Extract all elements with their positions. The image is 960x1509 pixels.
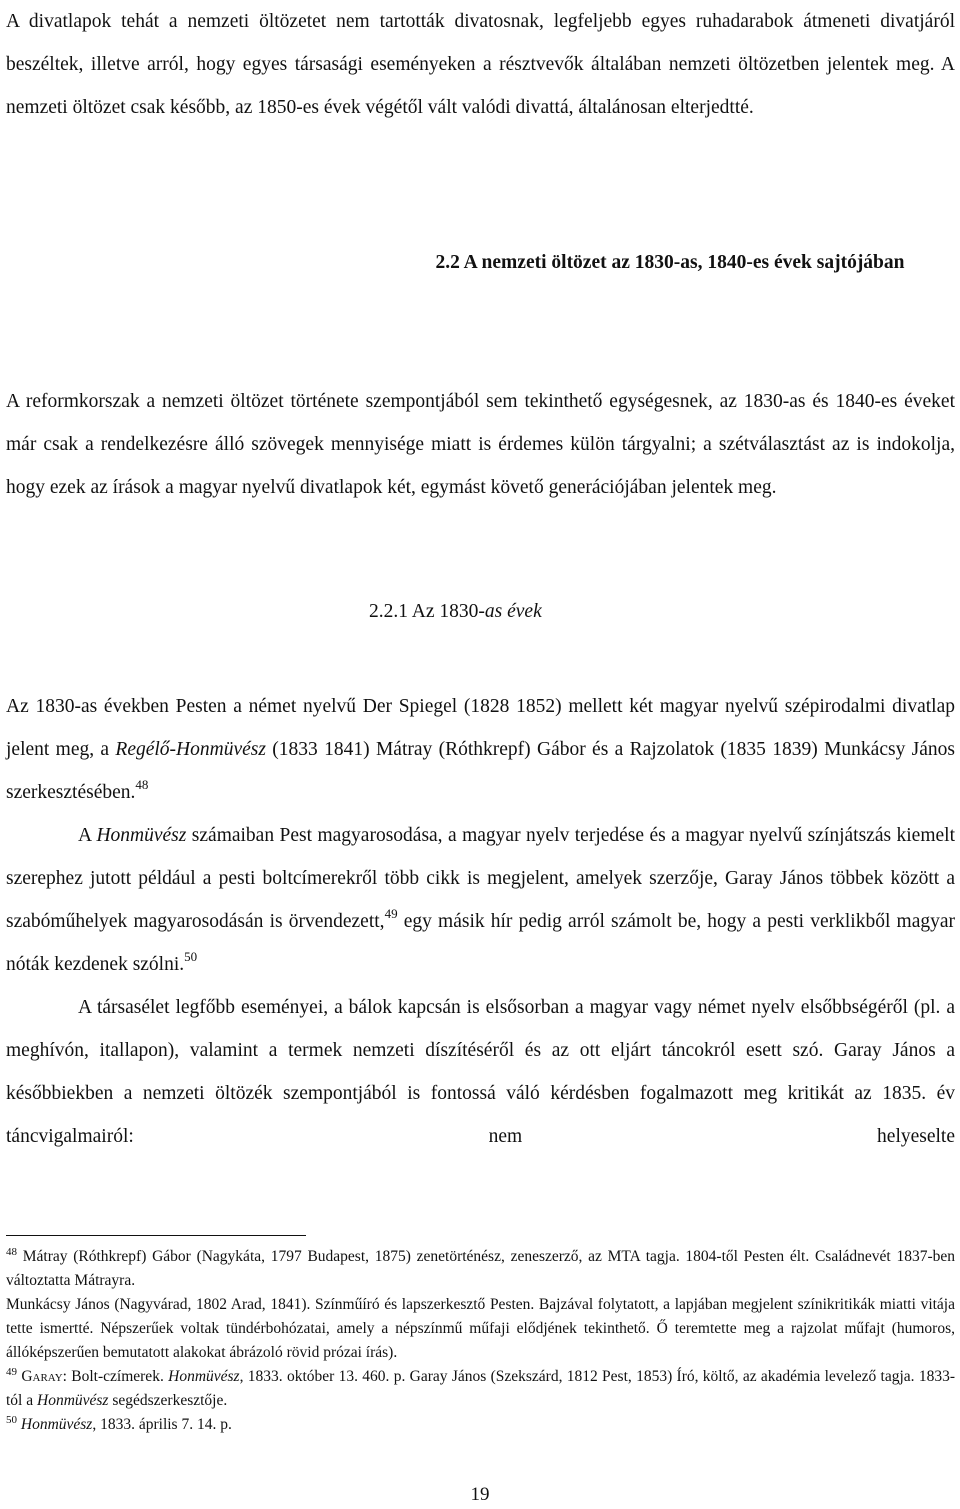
body-1830s [6,685,955,1158]
reform-paragraph: A reformkorszak a nemzeti öltözet története szempontjából sem tekinthető egységesnek, az 1830-as és 1840-es éveket már csak a rendelkezésre álló szövegek mennyisége miatt is érdemes külön tárgyalni; a szétválasztást az is indokolja, hogy ezek az írások a magyar nyelvű divatlapok két, egymást követő generációjában jelentek meg. [6,391,955,498]
paragraph-tarsaselet: A társasélet legfőbb eseményei, a bálok kapcsán is elsősorban a magyar vagy német nyelv elsőbbségéről (pl. a meghívón, itallapon), valamint a termek nemzeti díszítéséről és az ott eljárt táncokról esett szó. Garay János a későbbiekben a nemzeti öltözék szempontjából is fontossá váló kérdésben fogalmazott meg kritikát az 1835. év táncvigalmairól: nem helyeselte [6,997,955,1147]
footnote-text: segédszerkesztője. [108,1392,228,1409]
footnote-title: Honmüvész [20,1416,93,1433]
footnote-50 [6,1413,955,1437]
subsection-number: 2.2.1 Az 1830- [369,601,485,622]
intro-paragraph: A divatlapok tehát a nemzeti öltözetet nem tartották divatosnak, legfeljebb egyes ruhadarabok átmeneti divatjáról beszéltek, illetve arról, hogy egyes társasági eseményeken a résztvevők általában nemzeti öltözetben jelentek meg. A nemzeti öltözet csak később, az 1850-es évek végétől vált valódi divattá, általánosan elterjedtté. [6,11,955,118]
footnote-text: , 1833. április 7. 14. p. [92,1416,232,1433]
footnote-number: 49 [6,1366,17,1378]
text: egy másik hír pedig arról számolt be, hogy a pesti verklikből magyar nóták kezdenek szólni. [6,911,955,975]
title-honmuvesz: Honmüvész [96,825,187,846]
footnote-text: : Bolt-czímerek. [62,1368,169,1385]
section-heading-2-2-text: 2.2 A nemzeti öltözet az 1830-as, 1840-es évek sajtójában [435,252,905,273]
paragraph-honmuvesz [6,814,955,986]
footnote-49 [6,1365,955,1413]
text: A [78,825,97,846]
footnote-ref-50[interactable]: 50 [184,949,198,964]
footnote-text: Mátray (Róthkrepf) Gábor (Nagykáta, 1797 Budapest, 1875) zenetörténész, zeneszerző, az MTA tagja. 1804-től Pesten élt. Családnevét 1837-ben változtatta Mátrayra. [6,1248,955,1289]
page-number: 19 [470,1484,490,1505]
footnote-title: Honmüvész [168,1368,240,1385]
footnote-ref-49[interactable]: 49 [384,906,398,921]
text: Az 1830-as években Pesten a német nyelvű Der Spiegel (1828 1852) mellett két magyar nyelvű szépirodalmi divatlap jelent meg, a [6,696,955,760]
section-heading-2-2 [0,252,960,274]
author-smallcaps: Garay [21,1368,63,1385]
title-regelo-honmuvesz: Regélő-Honmüvész [115,739,266,760]
footnote-text: , 1833. október 13. 460. p. Garay János (Szekszárd, 1812 Pest, 1853) Író, költő, az akadémia levelező tagja. 1833-tól a [6,1368,955,1409]
paragraph-1830s [6,685,955,814]
footnote-ref-48[interactable]: 48 [135,777,149,792]
subsection-title-italic: as évek [484,601,542,622]
text: (1833 1841) Mátray (Róthkrepf) Gábor és a Rajzolatok (1835 1839) Munkácsy János szerkesztésében. [6,739,955,803]
footnote-number: 48 [6,1246,17,1258]
footnote-divider [6,1235,306,1236]
footnote-48 [6,1245,955,1293]
footnote-48-continued: Munkácsy János (Nagyvárad, 1802 Arad, 1841). Színműíró és lapszerkesztő Pesten. Bajzával folytatott, a lapjában megjelent színikritikák miatti vitája tette ismertté. Népszerűek voltak tündérbohózatai, amely a népszínmű műfaji elődjének tekinthető. Ő teremtette meg a rajzolat műfajt (humoros, állóképszerűen bemutatott alakokat ábrázoló rövid prózai írás). [6,1296,955,1361]
footnote-number: 50 [6,1414,17,1426]
text: számaiban Pest magyarosodása, a magyar nyelv terjedése és a magyar nyelvű színjátszás kiemelt szerephez jutott például a pesti boltcímerekről több cikk is megjelent, amelyek szerzője, Garay János többek között a szabóműhelyek magyarosodásán is örvendezett, [6,825,955,932]
footnote-title: Honmüvész [37,1392,109,1409]
footnotes [6,1245,955,1437]
